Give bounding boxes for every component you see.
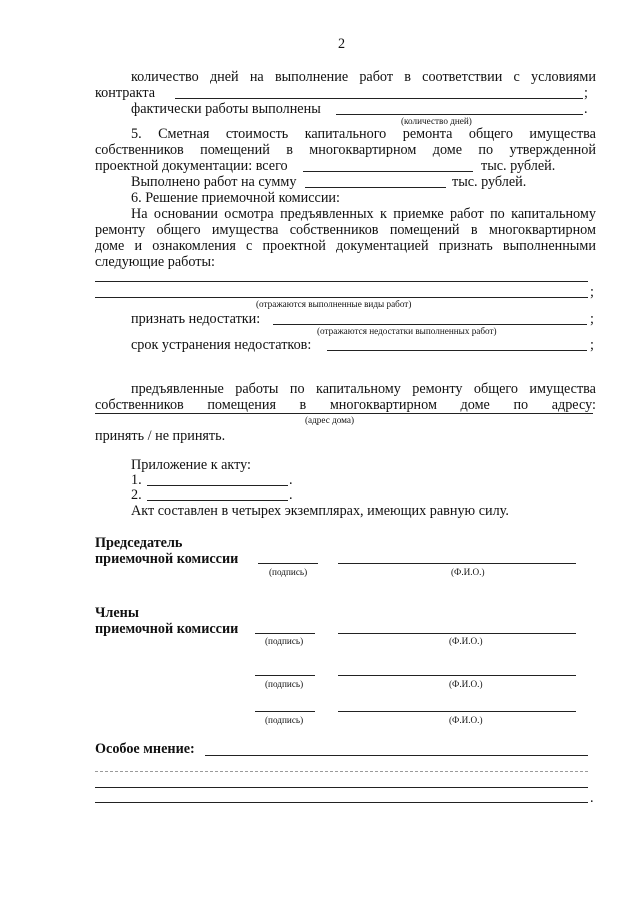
item6-line1-word: к (380, 206, 387, 222)
item5-line2-word: доме (432, 142, 463, 158)
para1-line1-word: на (249, 69, 264, 85)
acceptance-line1-word: по (289, 381, 305, 397)
item5-line2-word: собственников (95, 142, 184, 158)
para1-line1-word: выполнение (274, 69, 349, 85)
item6-line2-word: помещений (389, 222, 460, 238)
item6-line3-word: с (246, 238, 253, 254)
semicolon: ; (584, 85, 588, 101)
item6-line1-word: капитальному (511, 206, 596, 222)
cost-done-blank[interactable] (305, 187, 446, 188)
opinion-end: . (590, 790, 594, 806)
item5-line2 (95, 142, 596, 158)
para1-line1-word: соответствии (422, 69, 503, 85)
item6-line1-word: основании (153, 206, 218, 222)
item5-line2-word: утвержденной (509, 142, 596, 158)
actual-days-blank[interactable] (336, 114, 583, 115)
contract-blank[interactable] (175, 98, 583, 99)
chairman-name-blank[interactable] (338, 563, 576, 564)
page-number: 2 (338, 36, 346, 52)
para1-line1 (131, 69, 596, 85)
para1-line1-word: условиями (531, 69, 596, 85)
opinion-blank-2[interactable] (95, 787, 588, 788)
period: . (584, 101, 588, 117)
deadline-label: срок устранения недостатков: (131, 337, 312, 353)
item6-line3-word: проектной (262, 238, 326, 254)
attachment-2-number: 2. (131, 487, 142, 503)
works-caption: (отражаются выполненные виды работ) (256, 299, 412, 309)
attachment-2-blank[interactable] (147, 500, 288, 501)
item6-line2-word: ремонту (95, 222, 146, 238)
item5-line2-word: помещений (200, 142, 270, 158)
item5-line1-word: стоимость (225, 126, 289, 142)
chairman-sign-caption: (подпись) (269, 567, 308, 577)
member-3-name-caption: (Ф.И.О.) (449, 715, 483, 725)
item5-line4: Выполнено работ на сумму (131, 174, 297, 190)
item5-line1-word: общего (468, 126, 513, 142)
opinion-blank-1[interactable] (205, 755, 588, 756)
member-3-sign-caption: (подпись) (265, 715, 304, 725)
member-2-name-caption: (Ф.И.О.) (449, 679, 483, 689)
acceptance-line1 (131, 381, 596, 397)
member-3-signature-blank[interactable] (255, 711, 315, 712)
acceptance-line1-word: работы (235, 381, 279, 397)
item5-line2-word: по (478, 142, 494, 158)
deadline-blank[interactable] (327, 350, 587, 351)
item6-line1-word: работ (450, 206, 484, 222)
attachments-title: Приложение к акту: (131, 457, 251, 473)
item6-line1-word: осмотра (224, 206, 274, 222)
para1-line1-word: дней (209, 69, 239, 85)
item6-title: 6. Решение приемочной комиссии: (131, 190, 340, 206)
member-3-name-blank[interactable] (338, 711, 576, 712)
acceptance-line1-word: общего (473, 381, 518, 397)
item5-line1-word: капитального (304, 126, 387, 142)
acceptance-line2 (95, 397, 596, 413)
member-1-name-blank[interactable] (338, 633, 576, 634)
defects-end: ; (590, 311, 594, 327)
item6-line3-word: ознакомления (152, 238, 236, 254)
attachment-2-end: . (289, 487, 293, 503)
item6-line3-word: выполненными (502, 238, 596, 254)
cost-total-blank[interactable] (303, 171, 473, 172)
attachment-1-blank[interactable] (147, 485, 288, 486)
member-1-sign-caption: (подпись) (265, 636, 304, 646)
actual-days-label: фактически работы выполнены (131, 101, 321, 117)
item6-line1 (131, 206, 596, 222)
item6-line2-word: в (470, 222, 478, 238)
para1-line1-word: работ (359, 69, 394, 85)
para1-line1-word: с (513, 69, 520, 85)
acceptance-line1-word: ремонту (412, 381, 463, 397)
item6-line3-word: документацией (336, 238, 429, 254)
item5-line1-word: ремонта (402, 126, 453, 142)
acceptance-line2-word: собственников (95, 397, 184, 413)
actual-days-caption: (количество дней) (401, 116, 472, 126)
acceptance-line2-word: по (513, 397, 529, 413)
para1-line2: контракта (95, 85, 155, 101)
item6-line1-word: На (131, 206, 148, 222)
member-2-sign-caption: (подпись) (265, 679, 304, 689)
works-end: ; (590, 284, 594, 300)
item6-line2 (95, 222, 596, 238)
item6-line1-word: по (490, 206, 505, 222)
attachment-1-end: . (289, 472, 293, 488)
copies-statement: Акт составлен в четырех экземплярах, имеющих равную силу. (131, 503, 509, 519)
works-blank-2[interactable] (95, 297, 588, 298)
acceptance-line1-word: предъявленные (131, 381, 224, 397)
acceptance-line2-word: доме (460, 397, 490, 413)
opinion-label: Особое мнение: (95, 741, 195, 757)
acceptance-line2-word: в (299, 397, 307, 413)
member-1-signature-blank[interactable] (255, 633, 315, 634)
acceptance-line2-word: помещения (207, 397, 276, 413)
members-title: Члены (95, 605, 139, 621)
address-caption: (адрес дома) (305, 415, 355, 425)
member-1-name-caption: (Ф.И.О.) (449, 636, 483, 646)
item5-line2-word: многоквартирном (309, 142, 417, 158)
defects-blank[interactable] (273, 324, 587, 325)
item6-line1-word: приемке (393, 206, 444, 222)
item5-line3: проектной документации: всего (95, 158, 288, 174)
chairman-name-caption: (Ф.И.О.) (451, 567, 485, 577)
item6-line2-word: многоквартирном (488, 222, 596, 238)
item6-line3 (95, 238, 596, 254)
item5-line2-word: в (286, 142, 293, 158)
acceptance-line1-word: капитальному (316, 381, 401, 397)
item6-line2-word: собственников (289, 222, 379, 238)
defects-caption: (отражаются недостатки выполненных работ) (317, 326, 497, 336)
item6-line1-word: предъявленных (280, 206, 374, 222)
acceptance-line1-word: имущества (529, 381, 596, 397)
item5-line1-word: 5. (131, 126, 142, 142)
item5-line1-word: Сметная (158, 126, 210, 142)
opinion-blank-3[interactable] (95, 802, 588, 803)
para1-line1-word: в (404, 69, 411, 85)
accept-decision: принять / не принять. (95, 428, 226, 444)
works-blank-1[interactable] (95, 281, 588, 282)
cost-unit: тыс. рублей. (481, 158, 556, 174)
para1-line1-word: количество (131, 69, 199, 85)
deadline-end: ; (590, 337, 594, 353)
defects-label: признать недостатки: (131, 311, 261, 327)
item6-line4: следующие работы: (95, 254, 215, 270)
chairman-signature-blank[interactable] (258, 563, 318, 564)
member-2-name-blank[interactable] (338, 675, 576, 676)
address-blank[interactable] (95, 413, 593, 414)
item6-line2-word: общего (156, 222, 201, 238)
attachment-1-number: 1. (131, 472, 142, 488)
acceptance-line2-word: адресу: (551, 397, 596, 413)
item6-line3-word: признать (438, 238, 493, 254)
item6-line3-word: и (134, 238, 143, 254)
item5-line1-word: имущества (529, 126, 596, 142)
chairman-title-line2: приемочной комиссии (95, 551, 239, 567)
member-2-signature-blank[interactable] (255, 675, 315, 676)
cost-done-unit: тыс. рублей. (452, 174, 527, 190)
opinion-faint-line (95, 771, 588, 772)
item6-line2-word: имущества (211, 222, 279, 238)
item6-line3-word: доме (95, 238, 125, 254)
chairman-title: Председатель (95, 535, 183, 551)
item5-line1 (131, 126, 596, 142)
members-title-line2: приемочной комиссии (95, 621, 239, 637)
acceptance-line2-word: многоквартирном (329, 397, 437, 413)
